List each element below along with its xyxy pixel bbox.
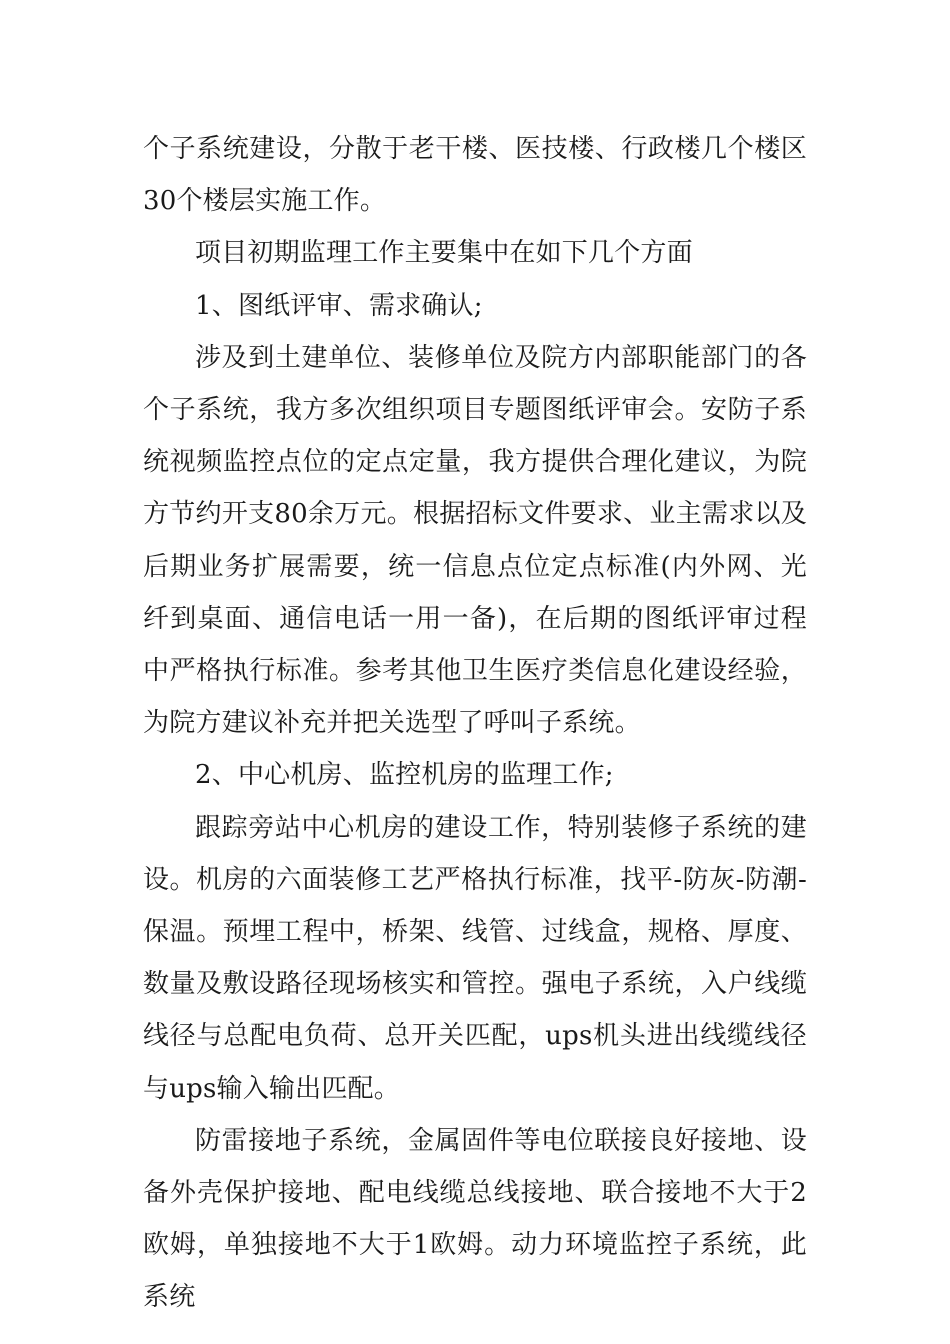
paragraph-continuation: 个子系统建设，分散于老干楼、医技楼、行政楼几个楼区30个楼层实施工作。	[143, 134, 807, 217]
paragraph-drawing-review: 涉及到土建单位、装修单位及院方内部职能部门的各个子系统，我方多次组织项目专题图纸评审会。安防子系统视频监控点位的定点定量，我方提供合理化建议，为院方节约开支80余万元。根据招标文件要求、业主需求以及后期业务扩展需要，统一信息点位定点标准(内外网、光纤到桌面、通信电话一用一备)，在后期的图纸评审过程中严格执行标准。参考其他卫生医疗类信息化建设经验，为院方建议补充并把关选型了呼叫子系统。	[143, 342, 807, 739]
paragraph-intro: 项目初期监理工作主要集中在如下几个方面	[195, 238, 693, 269]
document-body	[143, 123, 807, 1324]
section-heading-2: 2、中心机房、监控机房的监理工作;	[195, 760, 614, 791]
paragraph-machine-room: 跟踪旁站中心机房的建设工作，特别装修子系统的建设。机房的六面装修工艺严格执行标准，找平-防灰-防潮-保温。预埋工程中，桥架、线管、过线盒，规格、厚度、数量及敷设路径现场核实和管控。强电子系统，入户线缆线径与总配电负荷、总开关匹配，ups机头进出线缆线径与ups输入输出匹配。	[143, 812, 807, 1104]
paragraph-lightning-grounding: 防雷接地子系统，金属固件等电位联接良好接地、设备外壳保护接地、配电线缆总线接地、联合接地不大于2欧姆，单独接地不大于1欧姆。动力环境监控子系统，此系统	[143, 1125, 807, 1313]
section-heading-1: 1、图纸评审、需求确认;	[195, 290, 483, 321]
